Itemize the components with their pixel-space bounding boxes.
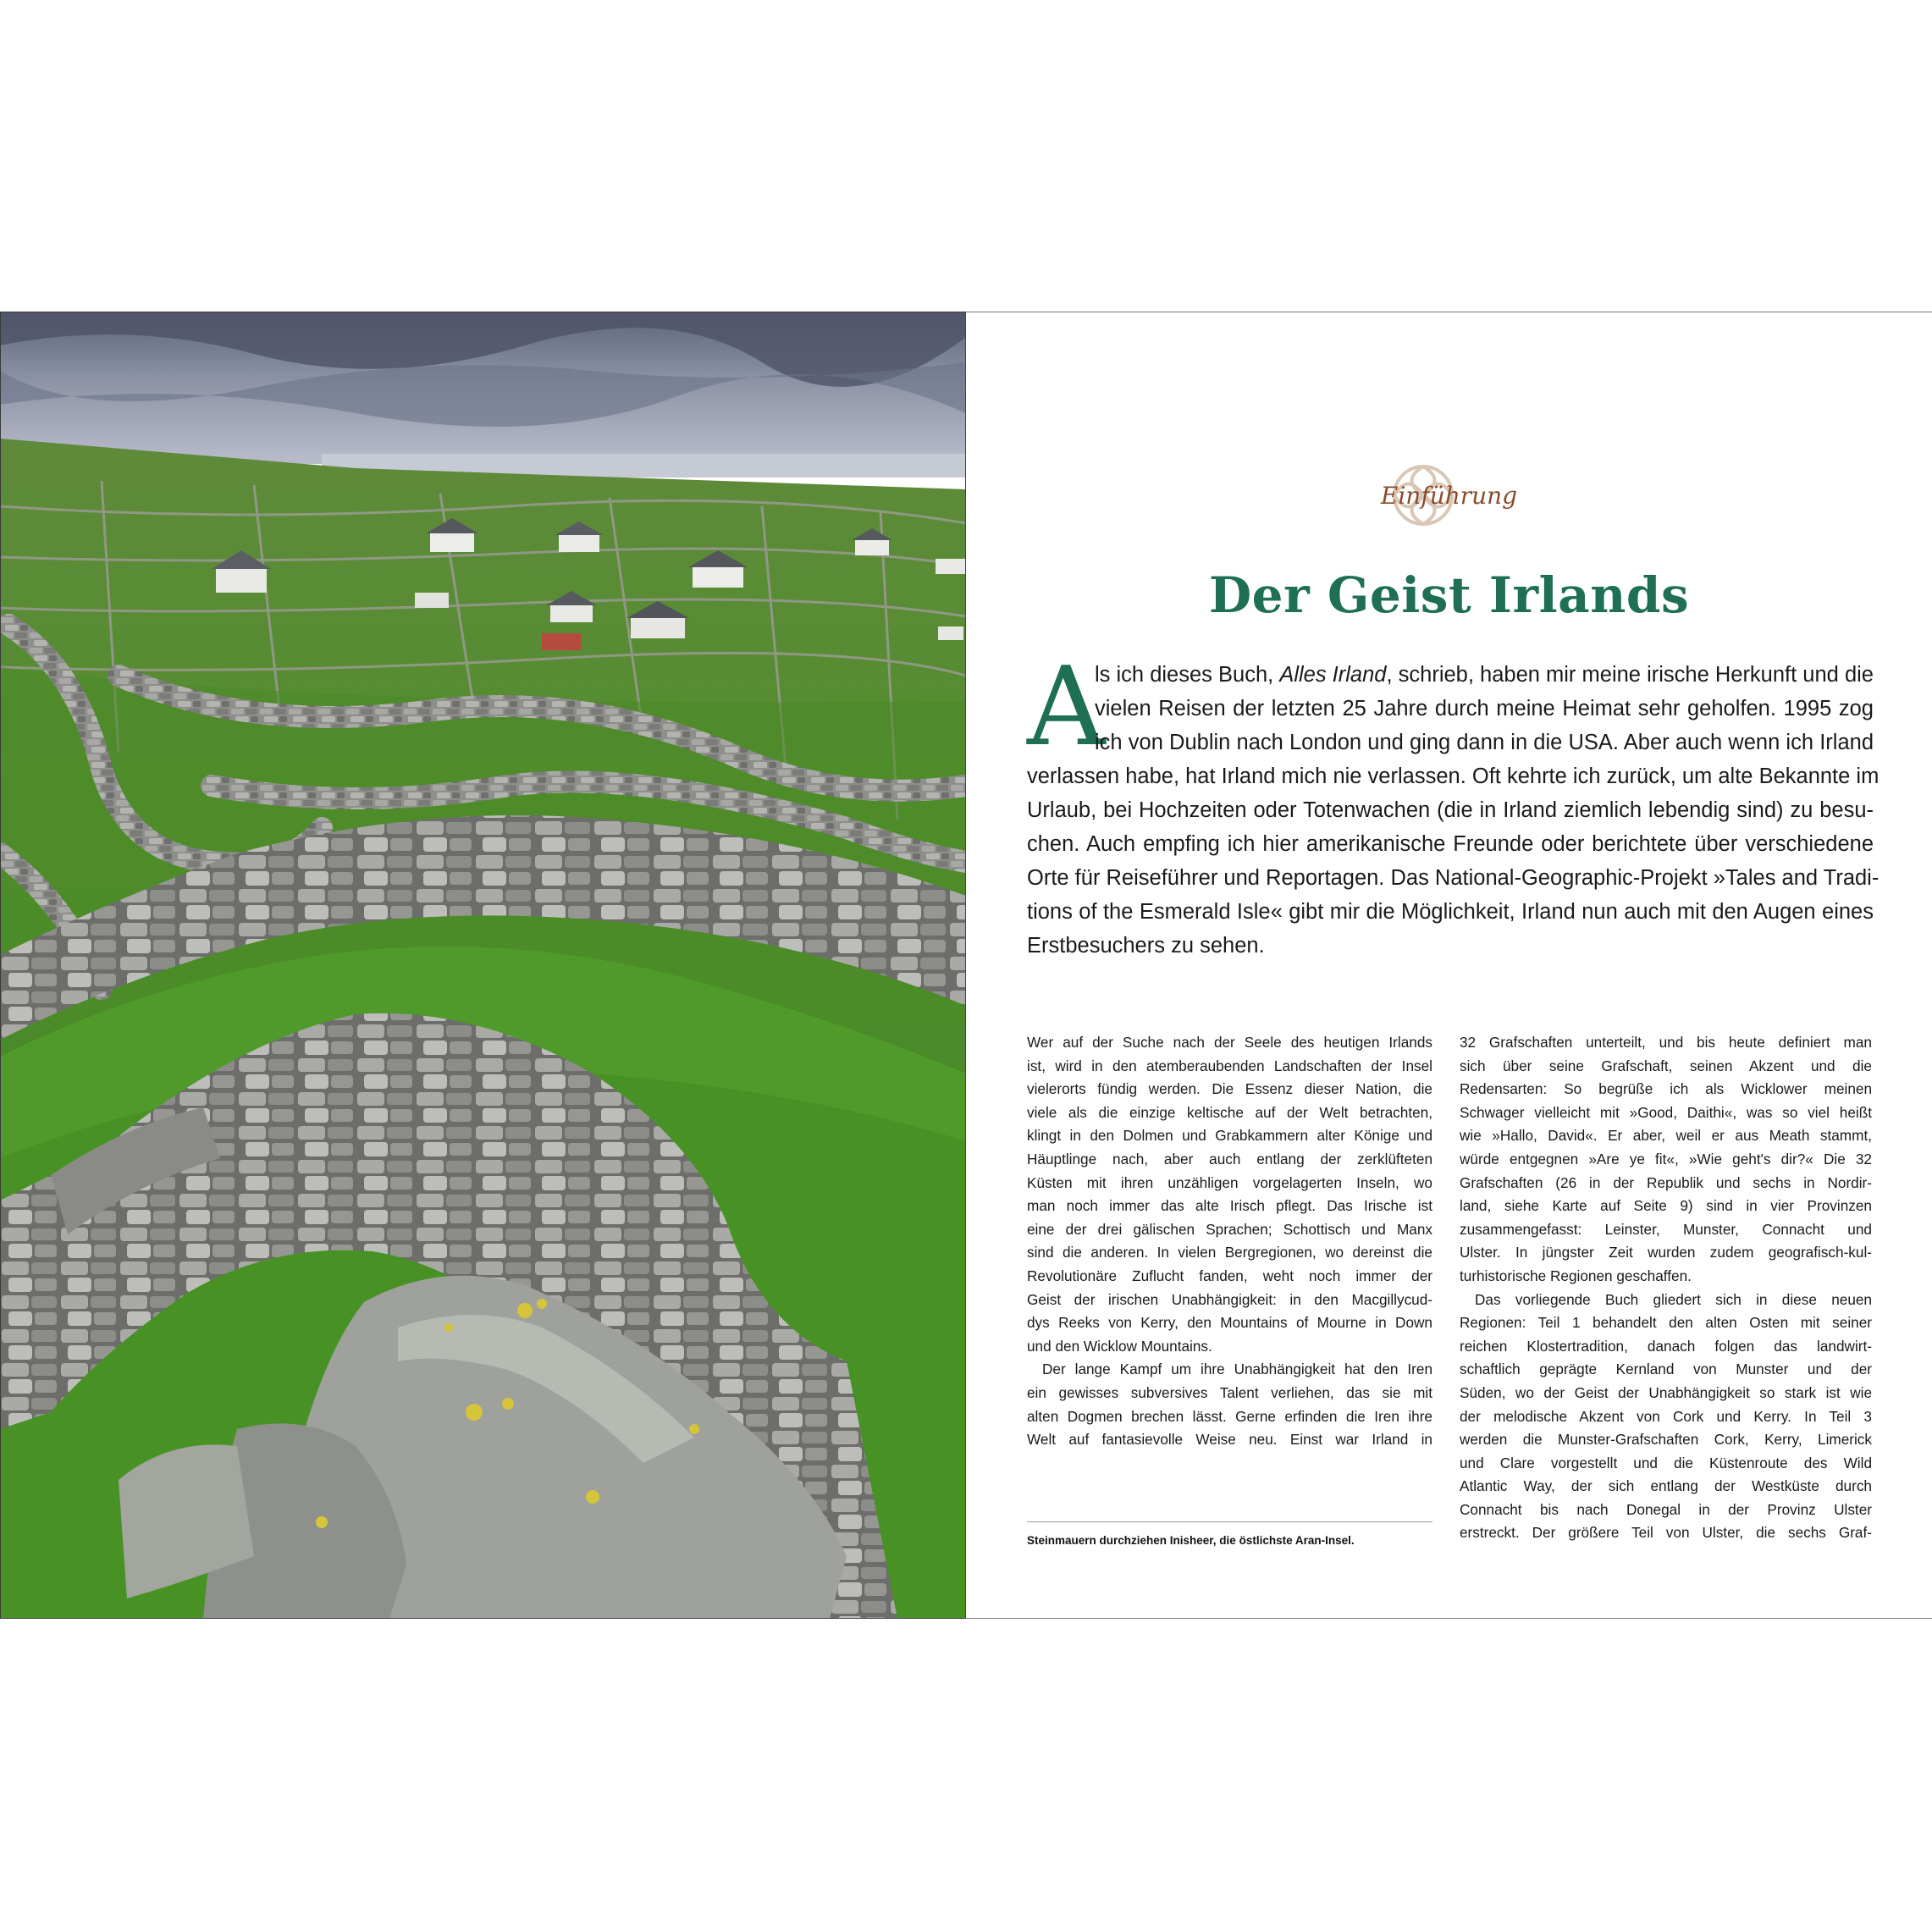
body-line: Küsten mit ihren unzähligen vorgelagerten Inseln, wo: [1027, 1173, 1432, 1191]
body-line: 32 Grafschaften unterteilt, und bis heute definiert man: [1460, 1034, 1872, 1051]
body-line: Geist der irischen Unabhängigkeit: in den Macgillycud-: [1027, 1290, 1432, 1308]
lead-line: ich von Dublin nach London und ging dann in die USA. Aber auch wenn ich Irland: [1095, 731, 1874, 754]
body-line: Süden, wo der Geist der Unabhängigkeit so stark ist wie: [1460, 1383, 1872, 1401]
body-line: werden die Munster-Grafschaften Cork, Kerry, Limerick: [1460, 1431, 1872, 1449]
lead-paragraph: [1027, 644, 1880, 963]
body-line: der melodische Akzent von Cork und Kerry. In Teil 3: [1460, 1407, 1872, 1425]
body-line: sich über seine Grafschaft, seinen Akzent und die: [1460, 1057, 1872, 1074]
body-line: Häuptlinge nach, aber auch entlang der zerklüfteten: [1027, 1150, 1432, 1167]
body-line: Der lange Kampf um ihre Unabhängigkeit hat den Iren: [1042, 1361, 1432, 1378]
lead-line: vielen Reisen der letzten 25 Jahre durch meine Heimat sehr geholfen. 1995 zog: [1095, 697, 1874, 720]
body-line: schaftlich geprägte Kernland von Munster und der: [1460, 1361, 1872, 1378]
body-line: viele als die einzige keltische auf der Welt betrachten,: [1027, 1103, 1432, 1121]
body-line: dys Reeks von Kerry, den Mountains of Mourne in Down: [1027, 1314, 1432, 1332]
lead-line: Erstbesuchers zu sehen.: [1027, 934, 1265, 958]
body-line: Schwager vielleicht mit »Good, Daithi«, was so viel heißt: [1460, 1103, 1872, 1121]
page-title: Der Geist Irlands: [1208, 566, 1690, 624]
section-kicker: Einführung: [1380, 482, 1518, 510]
body-line: Connacht bis nach Donegal in der Provinz Ulster: [1460, 1500, 1872, 1518]
lead-line: tions of the Esmerald Isle« gibt mir die Möglichkeit, Irland nun auch mit den Augen eines: [1027, 900, 1874, 924]
body-line: Grafschaften (26 in der Republik und sechs in Nordir-: [1460, 1173, 1872, 1191]
body-line: vielerorts fündig werden. Die Essenz dieser Nation, die: [1027, 1080, 1432, 1098]
lead-line: verlassen habe, hat Irland mich nie verlassen. Oft kehrte ich zurück, um alte Bekannte im: [1027, 765, 1880, 788]
body-line: zusammengefasst: Leinster, Munster, Connacht und: [1460, 1220, 1872, 1238]
text-page: [966, 312, 1932, 1619]
body-line: turhistorische Regionen geschaffen.: [1460, 1267, 1692, 1284]
lead-line: Urlaub, bei Hochzeiten oder Totenwachen (die in Irland ziemlich lebendig sind) zu besu-: [1027, 798, 1874, 822]
body-line: würde entgegnen »Are ye fit«, »Wie geht's dir?« Die 32: [1460, 1150, 1872, 1167]
lead-line: ls ich dieses Buch, Alles Irland, schrieb, haben mir meine irische Herkunft und die: [1095, 663, 1874, 687]
body-line: eine der drei gälischen Sprachen; Schottisch und Manx: [1027, 1220, 1432, 1238]
body-line: Ulster. In jüngster Zeit wurden zudem geografisch-kul-: [1460, 1244, 1872, 1261]
landscape-photo-icon: [0, 312, 966, 1619]
body-column-left: [1027, 1031, 1432, 1452]
body-line: ein gewisses subversives Talent verliehen, das sie mit: [1027, 1383, 1432, 1401]
body-line: und den Wicklow Mountains.: [1027, 1337, 1212, 1355]
drop-cap: A: [1027, 644, 1106, 770]
body-line: erstreckt. Der größere Teil von Ulster, die sechs Graf-: [1460, 1524, 1872, 1542]
photo-caption: Steinmauern durchziehen Inisheer, die östlichste Aran-Insel.: [1027, 1534, 1355, 1547]
body-line: Wer auf der Suche nach der Seele des heutigen Irlands: [1027, 1034, 1432, 1051]
body-line: und Clare vorgestellt und die Küstenroute des Wild: [1460, 1454, 1872, 1471]
body-line: Welt auf fantasievolle Weise neu. Einst war Irland in: [1027, 1431, 1432, 1449]
body-line: klingt in den Dolmen und Grabkammern alter Könige und: [1027, 1127, 1432, 1145]
book-spread: [0, 312, 1932, 1619]
caption-rule: [1027, 1521, 1432, 1522]
book-title-italic: Alles Irland: [1279, 663, 1387, 687]
body-line: alten Dogmen brechen lässt. Gerne erfinden die Iren ihre: [1027, 1407, 1432, 1425]
body-line: wie »Hallo, David«. Er aber, weil er aus Meath stammt,: [1460, 1127, 1872, 1145]
body-line: man noch immer das alte Irisch pflegt. Das Irische ist: [1027, 1197, 1432, 1215]
body-line: Revolutionäre Zuflucht fanden, weht noch immer der: [1027, 1267, 1432, 1284]
body-line: Das vorliegende Buch gliedert sich in diese neuen: [1475, 1290, 1872, 1308]
body-line: Redensarten: So begrüße ich als Wicklower meinen: [1460, 1080, 1872, 1098]
lead-line: chen. Auch empfing ich hier amerikanische Freunde oder berichtete über verschiedene: [1027, 832, 1874, 856]
body-line: sind die anderen. In vielen Bergregionen, wo dereinst die: [1027, 1244, 1432, 1261]
lead-line: Orte für Reiseführer und Reportagen. Das National-Geographic-Projekt »Tales and Tradi-: [1027, 866, 1880, 890]
body-line: reichen Klostertradition, danach folgen das landwirt-: [1460, 1337, 1872, 1355]
landscape-photo: [0, 312, 966, 1619]
body-column-right: [1460, 1031, 1872, 1545]
body-line: Atlantic Way, der sich entlang der Westküste durch: [1460, 1477, 1872, 1495]
body-line: land, siehe Karte auf Seite 9) sind in vier Provinzen: [1460, 1197, 1872, 1215]
body-line: ist, wird in den atemberaubenden Landschaften der Insel: [1027, 1057, 1432, 1074]
body-line: Regionen: Teil 1 behandelt den alten Osten mit seiner: [1460, 1314, 1872, 1332]
